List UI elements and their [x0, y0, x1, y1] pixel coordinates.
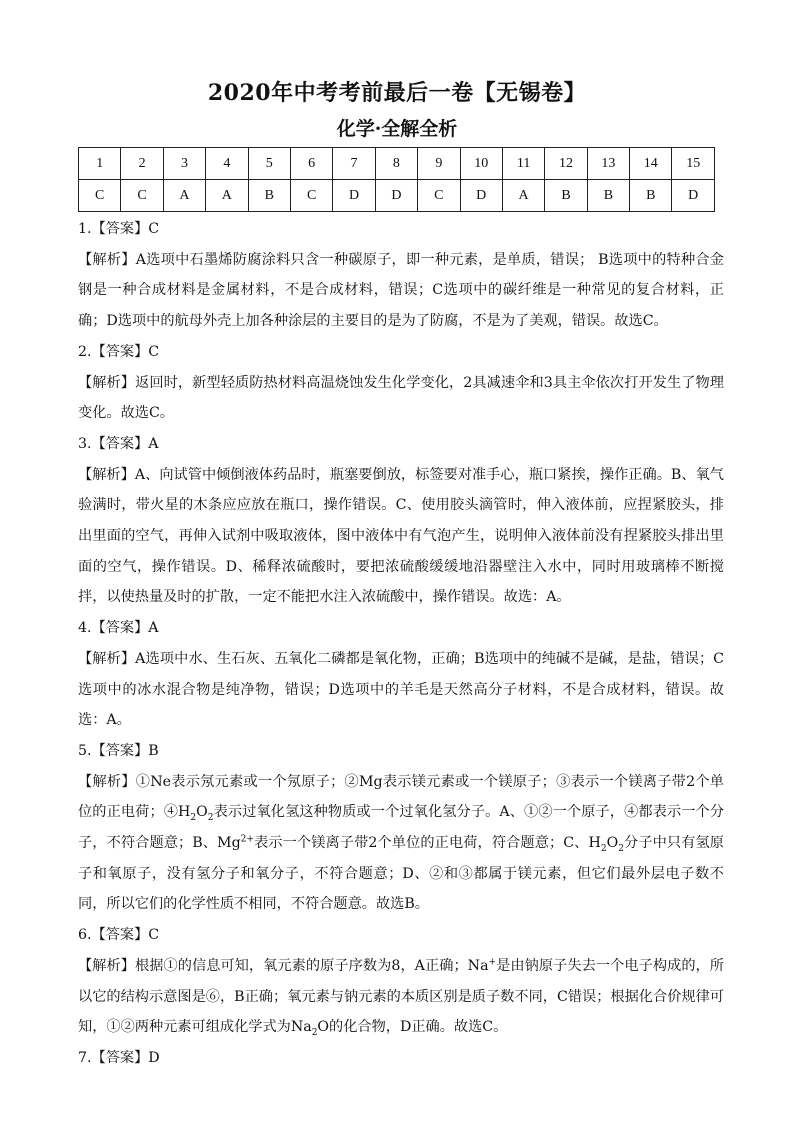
analysis-text: 【解析】根据①的信息可知，氧元素的原子序数为8，A正确；Na — [78, 957, 489, 974]
question-number-cell: 1 — [79, 148, 121, 180]
subscript: 2 — [207, 813, 214, 824]
question-number-cell: 13 — [587, 148, 629, 180]
question-number-cell: 2 — [121, 148, 163, 180]
answer-cell: C — [418, 180, 460, 212]
question-3-analysis: 【解析】A、向试管中倾倒液体药品时，瓶塞要倒放，标签要对准手心，瓶口紧挨，操作正确。B、氧气验满时，带火星的木条应应放在瓶口，操作错误。C、使用胶头滴管时，伸入液体前，应捏紧胶头，排出里面的空气，再伸入试剂中吸取液体，图中液体中有气泡产生，说明伸入液体前没有捏紧胶头排出里面的空气，操作错误。D、稀释浓硫酸时，要把浓硫酸缓缓地沿器壁注入水中，同时用玻璃棒不断搅拌，以使热量及时的扩散，一定不能把水注入浓硫酸中，操作错误。故选：A。 — [78, 466, 724, 606]
analysis-text: 【解析】①Ne表示氖元素或一个氖原子；②Mg表示镁元素或一个镁原子；③表示一个镁离子带2个单位的正电荷；④H — [78, 773, 724, 821]
question-3-answer: 3.【答案】A — [78, 435, 159, 452]
solutions-body — [78, 214, 724, 1074]
analysis-text: 分子中只有氢原子和氧原子，没有氢分子和氧分子，不符合题意；D、②和③都属于镁元素，但它们最外层电子数不同，所以它们的化学性质不相同，不符合题意。故选B。 — [78, 835, 724, 913]
answer-table — [78, 147, 715, 212]
question-1-analysis: 【解析】A选项中石墨烯防腐涂料只含一种碳原子，即一种元素，是单质，错误； B选项中的特种合金钢是一种合成材料是金属材料，不是合成材料，错误；C选项中的碳纤维是一种常见的复合材料，正确；D选项中的航母外壳上加各种涂层的主要目的是为了防腐，不是为了美观，错误。故选C。 — [78, 251, 724, 330]
answer-cell: D — [460, 180, 502, 212]
question-number-cell: 5 — [248, 148, 290, 180]
answer-cell: B — [587, 180, 629, 212]
subscript: 2 — [600, 843, 607, 854]
question-5-answer: 5.【答案】B — [78, 742, 159, 759]
question-number-cell: 11 — [502, 148, 544, 180]
subscript: 2 — [311, 1028, 318, 1039]
question-number-cell: 10 — [460, 148, 502, 180]
question-7-answer: 7.【答案】D — [78, 1049, 160, 1066]
question-2-answer: 2.【答案】C — [78, 343, 160, 360]
question-5-analysis — [78, 767, 724, 921]
superscript: 2+ — [240, 834, 254, 845]
superscript: + — [488, 957, 497, 968]
analysis-text: O的化合物，D正确。故选C。 — [317, 1019, 508, 1036]
question-number-cell: 3 — [163, 148, 205, 180]
analysis-text: O — [196, 804, 208, 821]
answer-cell: C — [290, 180, 332, 212]
answer-cell: C — [121, 180, 163, 212]
question-number-cell: 8 — [375, 148, 417, 180]
answer-cell: A — [502, 180, 544, 212]
analysis-text: O — [606, 835, 619, 852]
question-number-cell: 4 — [206, 148, 248, 180]
document-title: 2020年中考考前最后一卷【无锡卷】 — [207, 80, 587, 106]
answer-cell: B — [545, 180, 587, 212]
answer-cell: D — [672, 180, 715, 212]
subscript: 2 — [190, 813, 197, 824]
question-number-cell: 7 — [333, 148, 375, 180]
question-4-analysis: 【解析】A选项中水、生石灰、五氧化二磷都是氧化物，正确；B选项中的纯碱不是碱，是盐，错误；C选项中的冰水混合物是纯净物，错误；D选项中的羊毛是天然高分子材料，不是合成材料，错误。故选：A。 — [78, 650, 724, 729]
answer-cell: C — [79, 180, 121, 212]
answer-cell: D — [375, 180, 417, 212]
answer-cell: A — [163, 180, 205, 212]
answer-table-number-row — [79, 148, 715, 180]
analysis-text: 表示一个镁离子带2个单位的正电荷，符合题意；C、H — [253, 835, 601, 852]
subscript: 2 — [618, 843, 624, 854]
question-number-cell: 15 — [672, 148, 715, 180]
answer-cell: A — [206, 180, 248, 212]
question-2-analysis: 【解析】返回时，新型轻质防热材料高温烧蚀发生化学变化，2具减速伞和3具主伞依次打开发生了物理变化。故选C。 — [78, 374, 724, 422]
analysis-text: 是由钠原子失去一个电子构成的，所以它的结构示意图是⑥，B正确；氧元素与钠元素的本质区别是质子数不同，C错误；根据化合价规律可知，①②两种元素可组成化学式为Na — [78, 957, 724, 1036]
question-6-analysis — [78, 951, 724, 1043]
question-number-cell: 6 — [290, 148, 332, 180]
question-number-cell: 14 — [630, 148, 672, 180]
question-1-answer: 1.【答案】C — [78, 221, 160, 237]
question-4-answer: 4.【答案】A — [78, 620, 159, 637]
question-number-cell: 12 — [545, 148, 587, 180]
answer-cell: B — [248, 180, 290, 212]
answer-cell: D — [333, 180, 375, 212]
analysis-text: 表示过氧化氢这种物质或一个过氧化氢分子。A、①②一个原子，④都表示一个分子，不符合题意；B、Mg — [78, 804, 725, 852]
document-subtitle: 化学·全解全析 — [336, 118, 458, 140]
answer-table-answer-row — [79, 180, 715, 212]
answer-cell: B — [630, 180, 672, 212]
question-6-answer: 6.【答案】C — [78, 927, 160, 944]
question-number-cell: 9 — [418, 148, 460, 180]
